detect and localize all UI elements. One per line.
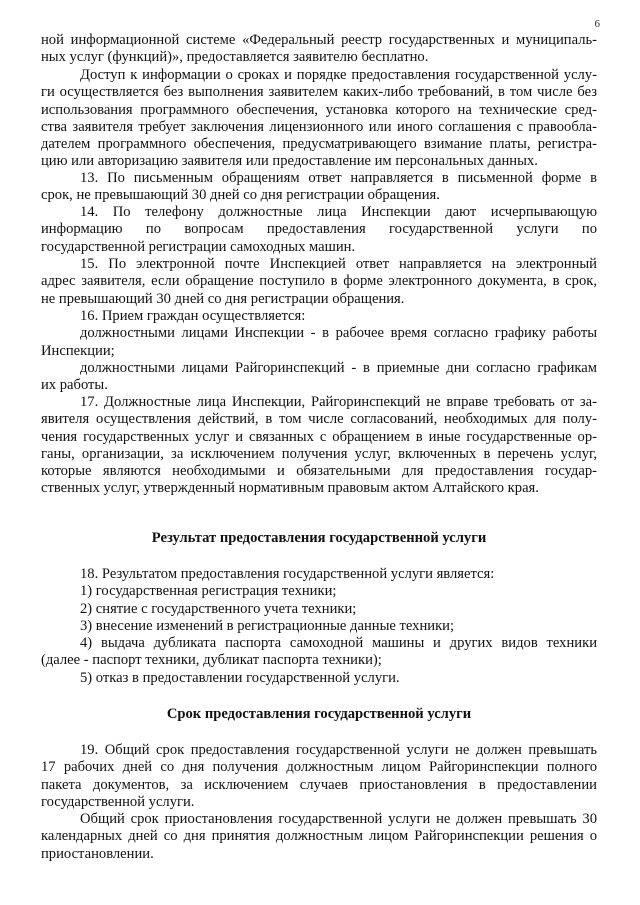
text-line: ганы, организации, за исключением получения услуг, включенных в перечень услуг, <box>41 445 597 462</box>
text-line: государственной услуги. <box>41 793 195 810</box>
paragraph-registry <box>41 32 597 67</box>
section-heading-result <box>41 530 597 547</box>
text-line: Инспекции; <box>41 342 115 359</box>
page-number: 6 <box>594 18 600 30</box>
text-line: 19. Общий срок предоставления государственной услуги не должен превышать <box>80 742 597 758</box>
text-line: приостановлении. <box>41 845 154 862</box>
text-line: календарных дней со дня принятия должностным лицом Райгоринспекции решения о <box>41 828 597 845</box>
text-line: государственной регистрации самоходных машин. <box>41 238 356 255</box>
paragraph-19 <box>41 742 597 811</box>
list-item: 2) снятие с государственного учета техники; <box>80 600 357 617</box>
paragraph-16 <box>41 308 597 394</box>
text-line: пакета документов, за исключением случаев приостановления в предоставлении <box>41 776 597 793</box>
paragraph-17 <box>41 394 597 498</box>
section-heading-term <box>41 706 597 723</box>
text-line: ственных услуг, утвержденный нормативным правовым актом Алтайского края. <box>41 480 539 497</box>
text-line: информацию по вопросам предоставления государственной услуги по <box>41 221 597 238</box>
text-line: дателем программного обеспечения, предусматривающего взимание платы, регистра- <box>41 136 597 153</box>
paragraph-14 <box>41 204 597 256</box>
section-heading: Срок предоставления государственной услуги <box>166 706 472 722</box>
paragraph-suspension <box>41 811 597 863</box>
text-line: явителя осуществления действий, в том числе согласований, необходимых для полу- <box>41 411 597 428</box>
text-line: не превышающий 30 дней со дня регистрации обращения. <box>41 290 405 307</box>
list-item: 3) внесение изменений в регистрационные данные техники; <box>80 617 455 634</box>
text-line: цию или авторизацию заявителя или предоставление им персональных данных. <box>41 153 538 170</box>
text-line: 13. По письменным обращениям ответ направляется в письменной форме в <box>80 170 597 186</box>
section-heading: Результат предоставления государственной услуги <box>151 530 487 546</box>
text-line: должностными лицами Райгоринспекций - в приемные дни согласно графикам <box>80 359 597 376</box>
paragraph-15 <box>41 256 597 308</box>
list-item: 5) отказ в предоставлении государственной услуги. <box>80 669 400 686</box>
text-line: 15. По электронной почте Инспекцией ответ направляется на электронный <box>80 256 597 272</box>
text-line: их работы. <box>41 377 108 394</box>
paragraph-access-info <box>41 67 597 171</box>
paragraph-13 <box>41 170 597 205</box>
text-line: срок, не превышающий 30 дней со дня регистрации обращения. <box>41 187 440 204</box>
list-item: 4) выдача дубликата паспорта самоходной машины и других видов техники <box>80 635 597 652</box>
text-line: 14. По телефону должностные лица Инспекции дают исчерпывающую <box>80 204 597 220</box>
text-line: чения государственных услуг и связанных с обращением в иные государственные ор- <box>41 428 597 445</box>
paragraph-18 <box>41 566 597 687</box>
text-line: Доступ к информации о сроках и порядке предоставления государственной услу- <box>80 67 597 83</box>
list-item: 1) государственная регистрация техники; <box>80 583 337 600</box>
text-line: (далее - паспорт техники, дубликат паспорта техники); <box>41 652 382 669</box>
text-line: использования программного обеспечения, установка которого на технические сред- <box>41 101 597 118</box>
text-line: 17 рабочих дней со дня получения должностным лицом Райгоринспекции полного <box>41 759 597 776</box>
text-line: ных услуг (функций)», предоставляется заявителю бесплатно. <box>41 49 429 66</box>
text-line: 17. Должностные лица Инспекции, Райгоринспекций не вправе требовать от за- <box>80 394 597 410</box>
text-line: Общий срок приостановления государственной услуги не должен превышать 30 <box>80 811 597 827</box>
text-line: ги осуществляется без выполнения заявителем каких-либо требований, в том числе без <box>41 84 597 101</box>
text-line: которые являются необходимыми и обязательными для предоставления государ- <box>41 463 597 480</box>
text-line: 16. Прием граждан осуществляется: <box>80 308 306 324</box>
text-line: ства заявителя требует заключения лицензионного или иного соглашения с правообла- <box>41 118 597 135</box>
text-line: адрес заявителя, если обращение поступило в форме электронного документа, в срок, <box>41 273 597 290</box>
text-line: 18. Результатом предоставления государственной услуги является: <box>80 566 495 582</box>
text-line: должностными лицами Инспекции - в рабочее время согласно графику работы <box>80 325 597 342</box>
text-line: ной информационной системе «Федеральный реестр государственных и муниципаль- <box>41 32 597 48</box>
